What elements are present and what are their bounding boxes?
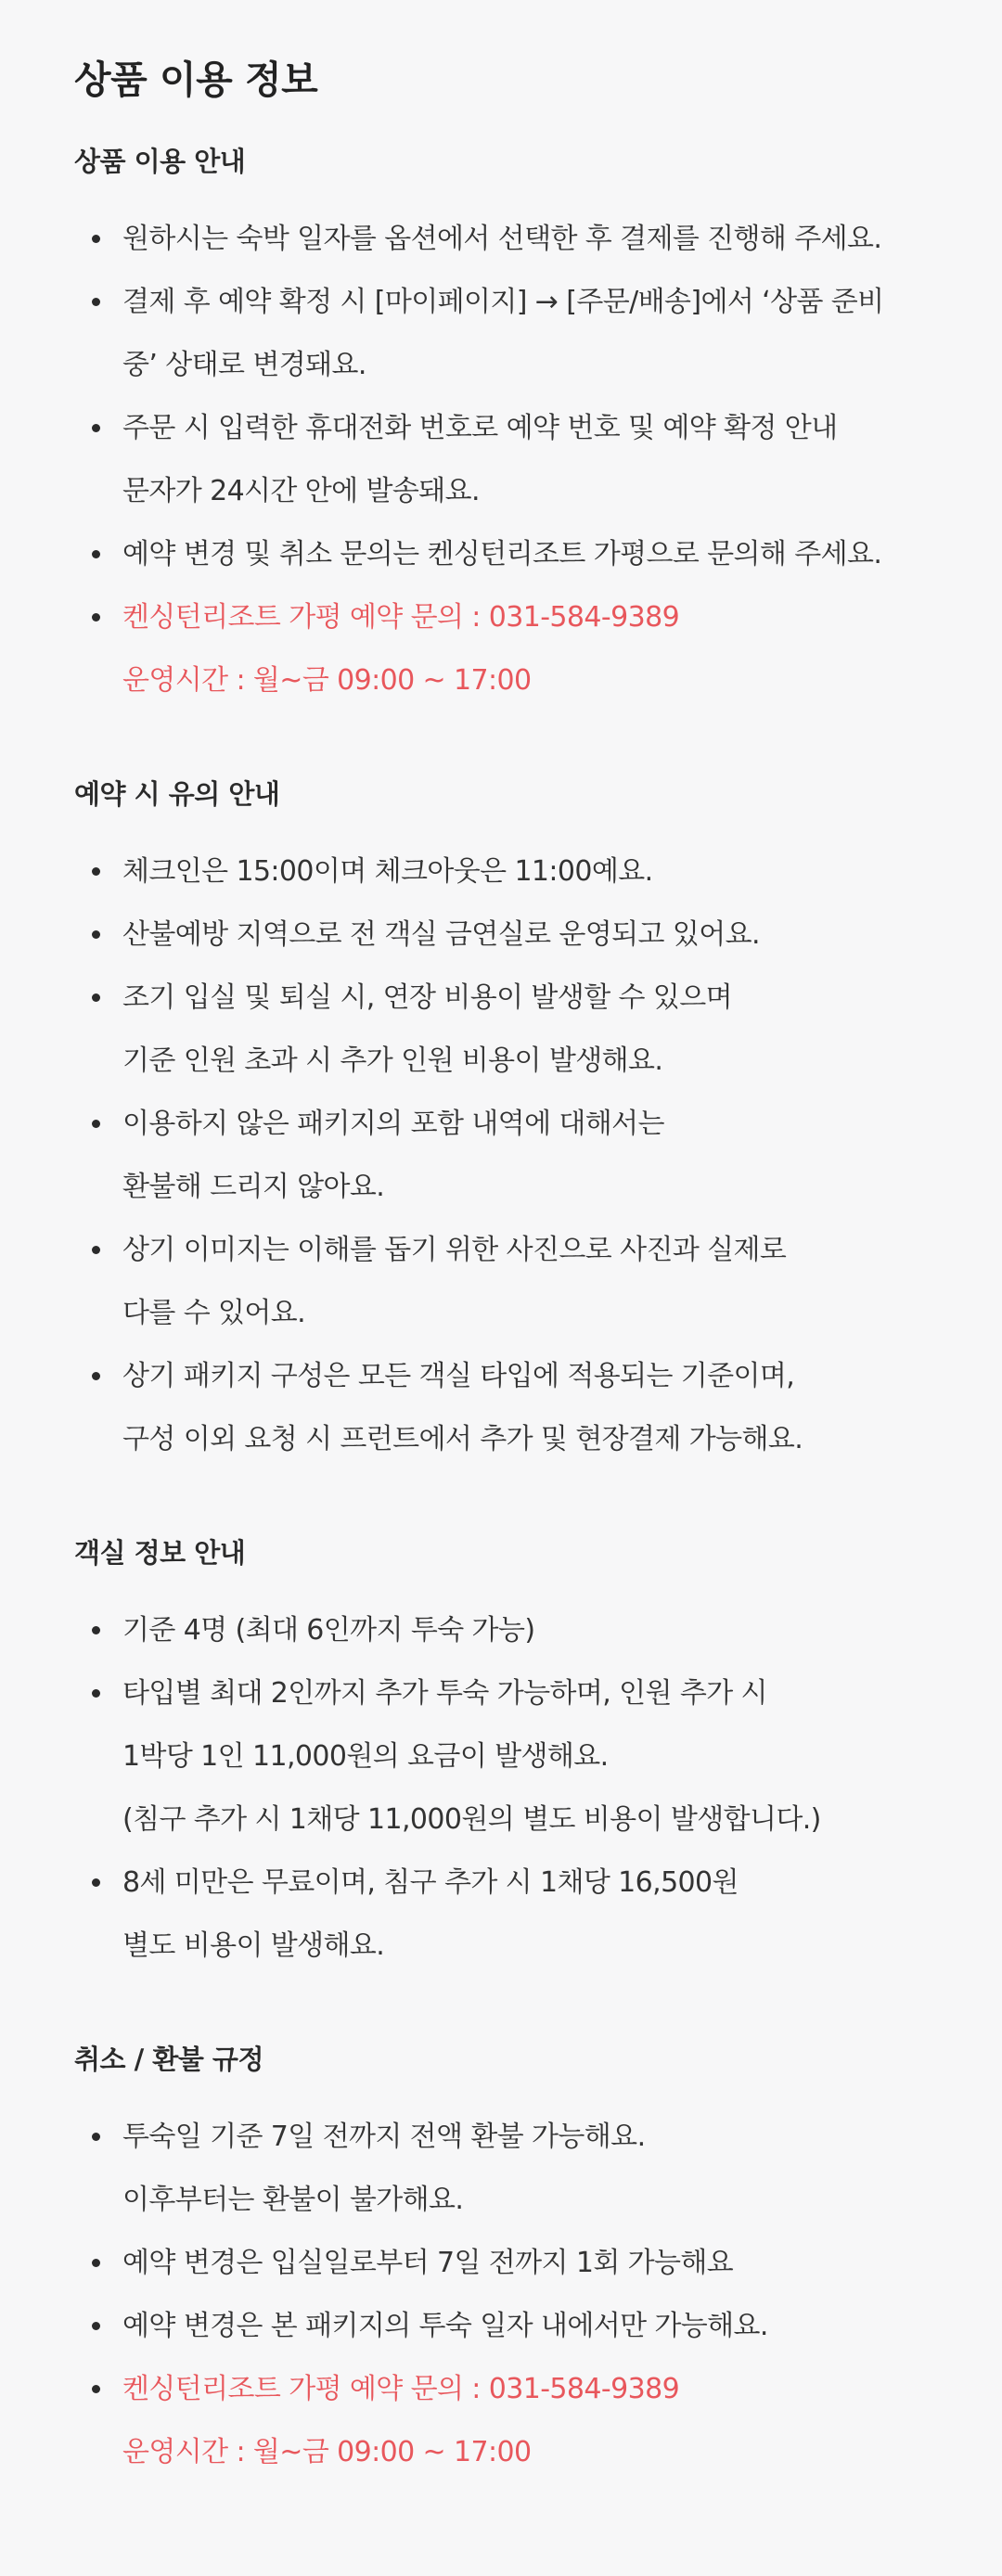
bullet-icon (92, 1878, 100, 1887)
list-item-text: 산불예방 지역으로 전 객실 금연실로 운영되고 있어요. (122, 918, 760, 951)
bullet-icon (92, 1689, 100, 1698)
bullet-icon (92, 2259, 100, 2267)
list-item-text: 운영시간 : 월~금 09:00 ~ 17:00 (122, 2436, 532, 2468)
list-item-text: 8세 미만은 무료이며, 침구 추가 시 1채당 16,500원 (122, 1866, 739, 1899)
section-title: 상품 이용 안내 (74, 146, 246, 177)
list-item (74, 2358, 928, 2484)
list-item-text: 켄싱턴리조트 가평 예약 문의 : 031-584-9389 (122, 2373, 680, 2405)
list-item-text: 상기 이미지는 이해를 돕기 위한 사진으로 사진과 실제로 (122, 1234, 787, 1266)
bullet-icon (92, 1246, 100, 1254)
bullet-icon (92, 2322, 100, 2330)
section-title: 예약 시 유의 안내 (74, 778, 280, 810)
list-item (74, 840, 928, 904)
list-item-text: 이용하지 않은 패키지의 포함 내역에 대해서는 (122, 1108, 664, 1140)
list-item-text: 기준 인원 초과 시 추가 인원 비용이 발생해요. (122, 1044, 663, 1077)
list-item (74, 1852, 928, 1978)
bullet-icon (92, 2385, 100, 2393)
list-item-text: 운영시간 : 월~금 09:00 ~ 17:00 (122, 664, 532, 697)
sections-container (74, 143, 928, 2484)
bullet-icon (92, 993, 100, 1002)
list-item (74, 397, 928, 523)
list-item (74, 1219, 928, 1345)
section-2 (74, 775, 928, 1471)
section-3 (74, 1534, 928, 1978)
list-item-text: 다를 수 있어요. (122, 1297, 306, 1329)
bullet-list (74, 1599, 928, 1978)
list-item (74, 586, 928, 712)
bullet-icon (92, 2133, 100, 2141)
bullet-icon (92, 235, 100, 243)
list-item-text: 체크인은 15:00이며 체크아웃은 11:00예요. (122, 855, 653, 888)
list-item-text: 켄싱턴리조트 가평 예약 문의 : 031-584-9389 (122, 601, 680, 634)
list-item-text: 1박당 1인 11,000원의 요금이 발생해요. (122, 1740, 609, 1773)
list-item (74, 2106, 928, 2232)
list-item (74, 1599, 928, 1662)
list-item-text: 문자가 24시간 안에 발송돼요. (122, 475, 480, 507)
list-item (74, 523, 928, 586)
list-item-text: (침구 추가 시 1채당 11,000원의 별도 비용이 발생합니다.) (122, 1803, 821, 1836)
bullet-list (74, 208, 928, 712)
section-1 (74, 143, 928, 712)
list-item (74, 1093, 928, 1219)
bullet-icon (92, 1626, 100, 1634)
list-item (74, 1662, 928, 1852)
bullet-icon (92, 613, 100, 622)
list-item-text: 타입별 최대 2인까지 추가 투숙 가능하며, 인원 추가 시 (122, 1677, 767, 1710)
list-item (74, 2295, 928, 2358)
list-item-text: 상기 패키지 구성은 모든 객실 타입에 적용되는 기준이며, (122, 1360, 795, 1392)
bullet-icon (92, 930, 100, 939)
list-item-text: 조기 입실 및 퇴실 시, 연장 비용이 발생할 수 있으며 (122, 981, 732, 1014)
list-item-text: 중’ 상태로 변경돼요. (122, 349, 366, 381)
bullet-icon (92, 1120, 100, 1128)
bullet-list (74, 840, 928, 1471)
list-item-text: 원하시는 숙박 일자를 옵션에서 선택한 후 결제를 진행해 주세요. (122, 223, 882, 255)
bullet-icon (92, 424, 100, 432)
list-item (74, 2232, 928, 2295)
list-item (74, 271, 928, 397)
page-title: 상품 이용 정보 (74, 58, 318, 102)
section-4 (74, 2041, 928, 2484)
bullet-icon (92, 298, 100, 306)
section-title: 객실 정보 안내 (74, 1537, 246, 1569)
list-item-text: 별도 비용이 발생해요. (122, 1929, 385, 1962)
list-item-text: 예약 변경은 본 패키지의 투숙 일자 내에서만 가능해요. (122, 2310, 768, 2342)
list-item-text: 투숙일 기준 7일 전까지 전액 환불 가능해요. (122, 2121, 646, 2153)
bullet-icon (92, 1372, 100, 1380)
list-item-text: 기준 4명 (최대 6인까지 투숙 가능) (122, 1614, 535, 1647)
list-item (74, 1345, 928, 1471)
bullet-list (74, 2106, 928, 2484)
list-item (74, 967, 928, 1093)
bullet-icon (92, 867, 100, 876)
list-item-text: 예약 변경 및 취소 문의는 켄싱턴리조트 가평으로 문의해 주세요. (122, 538, 882, 570)
list-item (74, 208, 928, 271)
list-item (74, 904, 928, 967)
list-item-text: 예약 변경은 입실일로부터 7일 전까지 1회 가능해요 (122, 2247, 734, 2279)
list-item-text: 구성 이외 요청 시 프런트에서 추가 및 현장결제 가능해요. (122, 1423, 803, 1455)
list-item-text: 이후부터는 환불이 불가해요. (122, 2184, 464, 2216)
list-item-text: 주문 시 입력한 휴대전화 번호로 예약 번호 및 예약 확정 안내 (122, 412, 838, 444)
list-item-text: 환불해 드리지 않아요. (122, 1171, 385, 1203)
bullet-icon (92, 550, 100, 558)
section-title: 취소 / 환불 규정 (74, 2044, 263, 2075)
list-item-text: 결제 후 예약 확정 시 [마이페이지] → [주문/배송]에서 ‘상품 준비 (122, 286, 884, 318)
